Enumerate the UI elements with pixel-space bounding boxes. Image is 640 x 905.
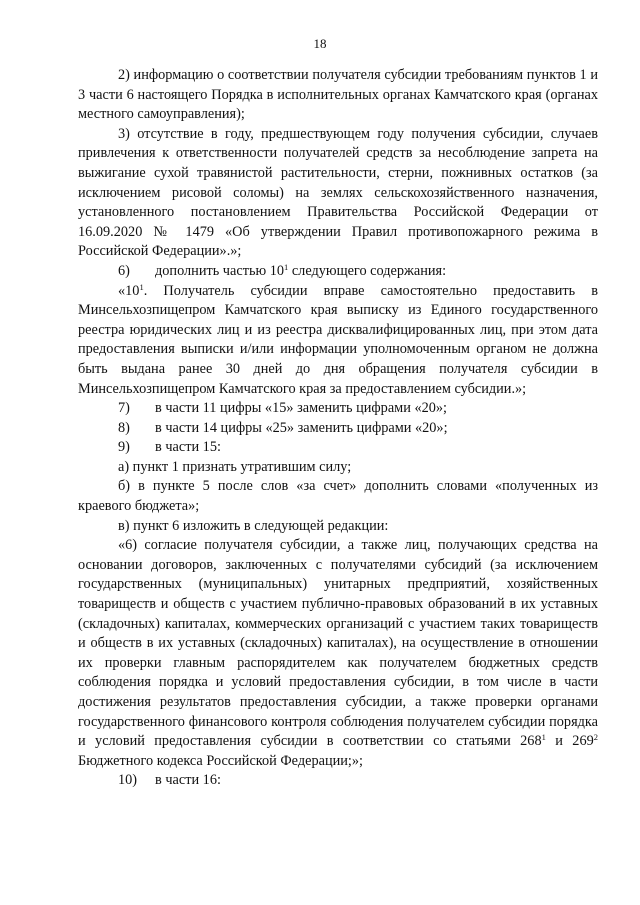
list-text: в части 15: [155, 439, 221, 456]
list-text: в части 16: [155, 772, 221, 789]
page-number: 18 [313, 36, 327, 51]
sub-item-a: а) пункт 1 признать утратившим силу; [118, 458, 352, 475]
paragraph-text: . Получатель субсидии вправе самостоятельно предоставить в Минсельхозпищепром Камчатского края выписку из Единого государственного реестра юридических лиц и из реестра дисквалифицированных лиц, при этом дата предоставления выписки и/или информации уполномоченным органом не должна быть выдана ранее 30 дней до дня обращения получателя субсидии в Минсельхозпищепром Камчатского края за предоставлением субсидии.»; [78, 282, 598, 397]
list-item-6 [78, 262, 598, 282]
paragraph-item-2: 2) информацию о соответствии получателя субсидии требованиям пунктов 1 и 3 части 6 настоящего Порядка в исполнительных органах Камчатского края (органах местного самоуправления); [78, 67, 598, 123]
superscript: 1 [139, 281, 144, 292]
paragraph-text: «6) согласие получателя субсидии, а также лиц, получающих средства на основании договоров, заключенных с получателями субсидий (за исключением государственных (муниципальных) унитарных предприятий, хозяйственных товариществ и обществ с участием публично-правовых образований в их уставных (складочных) капиталах, коммерческих организаций с участием таких товариществ и обществ в их уставных (складочных) капиталах), на осуществление в отношении их проверки главным распорядителем как получателем бюджетных средств соблюдения порядка и условий предоставления субсидии, в том числе в части достижения результатов предоставления субсидии, а также проверки органами государственного финансового контроля соблюдения получателем субсидии порядка и условий предоставления субсидии в соответствии со статьями 268 [78, 537, 598, 750]
sub-item-b: б) в пункте 5 после слов «за счет» дополнить словами «полученных из краевого бюджета»; [78, 478, 598, 515]
paragraph-point-6 [78, 536, 598, 771]
paragraph-item-3: 3) отсутствие в году, предшествующем году получения субсидии, случаев привлечения к ответственности получателей средств за несоблюдение запрета на выжигание сухой травянистой растительности, стерни, пожнивных остатков (за исключением рисовой соломы) на землях сельскохозяйственного назначения, установленного постановлением Правительства Российской Федерации от 16.09.2020 № 1479 «Об утверждении Правил противопожарного режима в Российской Федерации».»; [78, 125, 598, 260]
sub-item-v: в) пункт 6 изложить в следующей редакции: [118, 517, 389, 534]
superscript: 1 [284, 261, 289, 272]
list-number: 8) [118, 419, 130, 436]
list-number: 6) [118, 262, 130, 279]
list-text: в части 14 цифры «25» заменить цифрами «20»; [155, 419, 448, 436]
superscript: 1 [541, 732, 546, 743]
list-item-7 [78, 399, 598, 419]
paragraph-mid: и 269 [545, 733, 594, 750]
list-number: 9) [118, 439, 130, 456]
list-text: в части 11 цифры «15» заменить цифрами «20»; [155, 400, 448, 417]
list-number: 7) [118, 400, 130, 417]
paragraph-end: Бюджетного кодекса Российской Федерации;»; [78, 752, 364, 769]
paragraph-prefix: «10 [118, 282, 140, 299]
document-body [78, 66, 598, 791]
list-item-8 [78, 419, 598, 439]
paragraph-part-10-1 [78, 282, 598, 400]
list-item-10 [78, 771, 598, 791]
superscript: 2 [593, 732, 598, 743]
list-item-9 [78, 438, 598, 458]
list-text-end: следующего содержания: [288, 262, 447, 279]
list-number: 10) [118, 772, 138, 789]
list-text: дополнить частью 10 [155, 262, 285, 279]
